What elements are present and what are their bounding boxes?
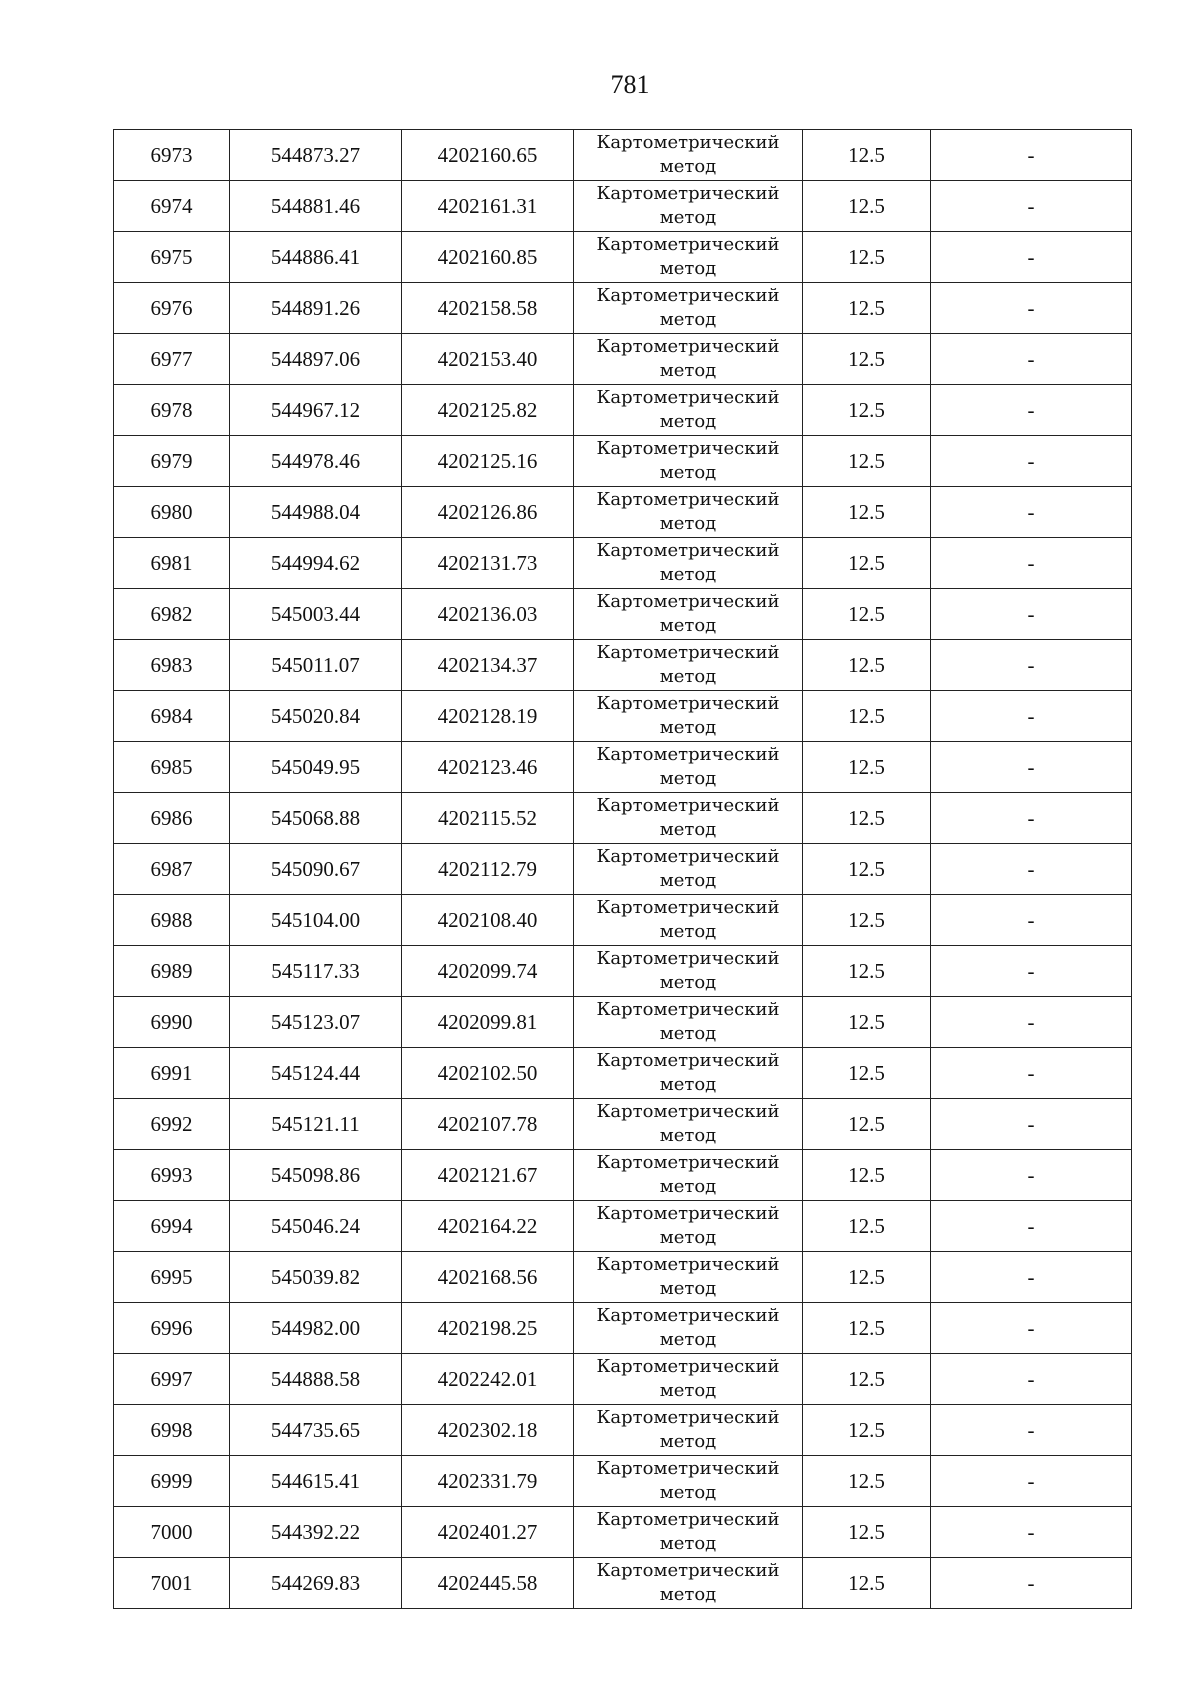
x-coordinate-cell: 545117.33 (230, 946, 402, 997)
table-row (114, 691, 1132, 742)
x-coordinate-cell: 544897.06 (230, 334, 402, 385)
note-cell: - (931, 1201, 1132, 1252)
x-coordinate-cell: 545098.86 (230, 1150, 402, 1201)
note-cell: - (931, 1405, 1132, 1456)
point-number-cell: 6995 (114, 1252, 230, 1303)
method-cell (574, 793, 803, 844)
table-row (114, 334, 1132, 385)
point-number-cell: 6973 (114, 130, 230, 181)
method-line-1: Картометрический (596, 897, 780, 918)
note-cell: - (931, 1252, 1132, 1303)
accuracy-cell: 12.5 (803, 283, 931, 334)
method-cell (574, 1303, 803, 1354)
method-line-2: метод (659, 615, 717, 636)
method-line-1: Картометрический (596, 1509, 780, 1530)
method-cell (574, 1201, 803, 1252)
accuracy-cell: 12.5 (803, 334, 931, 385)
method-line-2: метод (659, 207, 717, 228)
table-row (114, 181, 1132, 232)
method-line-2: метод (659, 1584, 717, 1605)
accuracy-cell: 12.5 (803, 1252, 931, 1303)
y-coordinate-cell: 4202158.58 (402, 283, 574, 334)
x-coordinate-cell: 544735.65 (230, 1405, 402, 1456)
accuracy-cell: 12.5 (803, 742, 931, 793)
table-row (114, 436, 1132, 487)
y-coordinate-cell: 4202168.56 (402, 1252, 574, 1303)
method-line-2: метод (659, 156, 717, 177)
point-number-cell: 6980 (114, 487, 230, 538)
method-line-1: Картометрический (596, 234, 780, 255)
note-cell: - (931, 436, 1132, 487)
table-row (114, 130, 1132, 181)
x-coordinate-cell: 545003.44 (230, 589, 402, 640)
method-line-1: Картометрический (596, 948, 780, 969)
y-coordinate-cell: 4202160.65 (402, 130, 574, 181)
y-coordinate-cell: 4202121.67 (402, 1150, 574, 1201)
method-line-1: Картометрический (596, 1101, 780, 1122)
x-coordinate-cell: 544873.27 (230, 130, 402, 181)
method-cell (574, 1252, 803, 1303)
x-coordinate-cell: 545020.84 (230, 691, 402, 742)
accuracy-cell: 12.5 (803, 691, 931, 742)
table-row (114, 1354, 1132, 1405)
point-number-cell: 6975 (114, 232, 230, 283)
x-coordinate-cell: 544615.41 (230, 1456, 402, 1507)
note-cell: - (931, 181, 1132, 232)
accuracy-cell: 12.5 (803, 436, 931, 487)
point-number-cell: 6977 (114, 334, 230, 385)
method-line-1: Картометрический (596, 846, 780, 867)
accuracy-cell: 12.5 (803, 793, 931, 844)
method-cell (574, 742, 803, 793)
method-cell (574, 436, 803, 487)
method-line-2: метод (659, 1431, 717, 1452)
point-number-cell: 6988 (114, 895, 230, 946)
y-coordinate-cell: 4202153.40 (402, 334, 574, 385)
method-line-1: Картометрический (596, 1560, 780, 1581)
method-line-2: метод (659, 870, 717, 891)
method-line-1: Картометрический (596, 999, 780, 1020)
point-number-cell: 6990 (114, 997, 230, 1048)
method-line-1: Картометрический (596, 693, 780, 714)
note-cell: - (931, 589, 1132, 640)
y-coordinate-cell: 4202302.18 (402, 1405, 574, 1456)
y-coordinate-cell: 4202108.40 (402, 895, 574, 946)
table-row (114, 640, 1132, 691)
method-line-1: Картометрический (596, 1356, 780, 1377)
method-line-2: метод (659, 1176, 717, 1197)
accuracy-cell: 12.5 (803, 130, 931, 181)
x-coordinate-cell: 545068.88 (230, 793, 402, 844)
method-line-1: Картометрический (596, 183, 780, 204)
accuracy-cell: 12.5 (803, 232, 931, 283)
method-line-1: Картометрический (596, 591, 780, 612)
y-coordinate-cell: 4202115.52 (402, 793, 574, 844)
accuracy-cell: 12.5 (803, 589, 931, 640)
note-cell: - (931, 1354, 1132, 1405)
table-row (114, 1303, 1132, 1354)
method-line-1: Картометрический (596, 795, 780, 816)
note-cell: - (931, 538, 1132, 589)
method-cell (574, 589, 803, 640)
method-line-2: метод (659, 768, 717, 789)
method-line-1: Картометрический (596, 1050, 780, 1071)
accuracy-cell: 12.5 (803, 385, 931, 436)
method-line-2: метод (659, 666, 717, 687)
accuracy-cell: 12.5 (803, 1303, 931, 1354)
note-cell: - (931, 895, 1132, 946)
table-row (114, 283, 1132, 334)
x-coordinate-cell: 544978.46 (230, 436, 402, 487)
method-cell (574, 844, 803, 895)
note-cell: - (931, 130, 1132, 181)
method-line-2: метод (659, 462, 717, 483)
point-number-cell: 6998 (114, 1405, 230, 1456)
accuracy-cell: 12.5 (803, 1558, 931, 1609)
point-number-cell: 6981 (114, 538, 230, 589)
x-coordinate-cell: 545123.07 (230, 997, 402, 1048)
method-line-1: Картометрический (596, 1152, 780, 1173)
accuracy-cell: 12.5 (803, 1405, 931, 1456)
method-line-1: Картометрический (596, 132, 780, 153)
method-line-1: Картометрический (596, 642, 780, 663)
method-cell (574, 1456, 803, 1507)
method-cell (574, 1558, 803, 1609)
method-cell (574, 1099, 803, 1150)
y-coordinate-cell: 4202099.74 (402, 946, 574, 997)
method-line-1: Картометрический (596, 387, 780, 408)
point-number-cell: 6992 (114, 1099, 230, 1150)
method-line-2: метод (659, 309, 717, 330)
y-coordinate-cell: 4202112.79 (402, 844, 574, 895)
method-line-2: метод (659, 819, 717, 840)
point-number-cell: 6989 (114, 946, 230, 997)
point-number-cell: 6991 (114, 1048, 230, 1099)
point-number-cell: 6976 (114, 283, 230, 334)
point-number-cell: 6997 (114, 1354, 230, 1405)
y-coordinate-cell: 4202099.81 (402, 997, 574, 1048)
accuracy-cell: 12.5 (803, 1048, 931, 1099)
x-coordinate-cell: 544982.00 (230, 1303, 402, 1354)
table-row (114, 844, 1132, 895)
table-row (114, 385, 1132, 436)
y-coordinate-cell: 4202131.73 (402, 538, 574, 589)
method-cell (574, 1048, 803, 1099)
point-number-cell: 6994 (114, 1201, 230, 1252)
accuracy-cell: 12.5 (803, 1150, 931, 1201)
accuracy-cell: 12.5 (803, 997, 931, 1048)
method-cell (574, 385, 803, 436)
note-cell: - (931, 1558, 1132, 1609)
y-coordinate-cell: 4202125.16 (402, 436, 574, 487)
y-coordinate-cell: 4202164.22 (402, 1201, 574, 1252)
note-cell: - (931, 640, 1132, 691)
method-line-2: метод (659, 564, 717, 585)
y-coordinate-cell: 4202161.31 (402, 181, 574, 232)
method-line-2: метод (659, 1533, 717, 1554)
coordinates-table-body (114, 130, 1132, 1609)
accuracy-cell: 12.5 (803, 1354, 931, 1405)
table-row (114, 1201, 1132, 1252)
note-cell: - (931, 844, 1132, 895)
accuracy-cell: 12.5 (803, 1201, 931, 1252)
x-coordinate-cell: 545104.00 (230, 895, 402, 946)
point-number-cell: 6979 (114, 436, 230, 487)
method-line-2: метод (659, 1227, 717, 1248)
x-coordinate-cell: 544994.62 (230, 538, 402, 589)
y-coordinate-cell: 4202128.19 (402, 691, 574, 742)
x-coordinate-cell: 544988.04 (230, 487, 402, 538)
x-coordinate-cell: 544269.83 (230, 1558, 402, 1609)
accuracy-cell: 12.5 (803, 1507, 931, 1558)
accuracy-cell: 12.5 (803, 895, 931, 946)
x-coordinate-cell: 544886.41 (230, 232, 402, 283)
point-number-cell: 6996 (114, 1303, 230, 1354)
y-coordinate-cell: 4202445.58 (402, 1558, 574, 1609)
method-line-2: метод (659, 411, 717, 432)
table-row (114, 232, 1132, 283)
x-coordinate-cell: 544881.46 (230, 181, 402, 232)
note-cell: - (931, 691, 1132, 742)
x-coordinate-cell: 544392.22 (230, 1507, 402, 1558)
method-cell (574, 130, 803, 181)
accuracy-cell: 12.5 (803, 1099, 931, 1150)
table-row (114, 793, 1132, 844)
method-line-2: метод (659, 1125, 717, 1146)
method-cell (574, 997, 803, 1048)
point-number-cell: 6993 (114, 1150, 230, 1201)
method-line-2: метод (659, 921, 717, 942)
method-cell (574, 640, 803, 691)
y-coordinate-cell: 4202134.37 (402, 640, 574, 691)
table-row (114, 1558, 1132, 1609)
note-cell: - (931, 1507, 1132, 1558)
note-cell: - (931, 283, 1132, 334)
note-cell: - (931, 1048, 1132, 1099)
note-cell: - (931, 1150, 1132, 1201)
method-line-1: Картометрический (596, 285, 780, 306)
method-line-1: Картометрический (596, 1458, 780, 1479)
page-number: 781 (610, 70, 650, 99)
table-row (114, 895, 1132, 946)
x-coordinate-cell: 545039.82 (230, 1252, 402, 1303)
method-cell (574, 691, 803, 742)
point-number-cell: 6978 (114, 385, 230, 436)
table-row (114, 742, 1132, 793)
point-number-cell: 6984 (114, 691, 230, 742)
x-coordinate-cell: 544967.12 (230, 385, 402, 436)
table-row (114, 1150, 1132, 1201)
accuracy-cell: 12.5 (803, 640, 931, 691)
method-cell (574, 232, 803, 283)
method-line-1: Картометрический (596, 1305, 780, 1326)
method-line-1: Картометрический (596, 1203, 780, 1224)
method-line-2: метод (659, 1380, 717, 1401)
table-row (114, 1048, 1132, 1099)
x-coordinate-cell: 545046.24 (230, 1201, 402, 1252)
method-line-1: Картометрический (596, 540, 780, 561)
x-coordinate-cell: 544891.26 (230, 283, 402, 334)
y-coordinate-cell: 4202102.50 (402, 1048, 574, 1099)
accuracy-cell: 12.5 (803, 538, 931, 589)
method-line-2: метод (659, 513, 717, 534)
point-number-cell: 6974 (114, 181, 230, 232)
method-line-2: метод (659, 1482, 717, 1503)
note-cell: - (931, 1099, 1132, 1150)
point-number-cell: 6999 (114, 1456, 230, 1507)
note-cell: - (931, 1456, 1132, 1507)
point-number-cell: 6987 (114, 844, 230, 895)
y-coordinate-cell: 4202136.03 (402, 589, 574, 640)
y-coordinate-cell: 4202107.78 (402, 1099, 574, 1150)
method-line-2: метод (659, 258, 717, 279)
table-row (114, 997, 1132, 1048)
note-cell: - (931, 1303, 1132, 1354)
method-cell (574, 181, 803, 232)
x-coordinate-cell: 545011.07 (230, 640, 402, 691)
method-line-1: Картометрический (596, 1254, 780, 1275)
table-row (114, 1099, 1132, 1150)
table-row (114, 1252, 1132, 1303)
y-coordinate-cell: 4202242.01 (402, 1354, 574, 1405)
y-coordinate-cell: 4202401.27 (402, 1507, 574, 1558)
note-cell: - (931, 232, 1132, 283)
note-cell: - (931, 742, 1132, 793)
table-row (114, 1405, 1132, 1456)
x-coordinate-cell: 545090.67 (230, 844, 402, 895)
y-coordinate-cell: 4202123.46 (402, 742, 574, 793)
point-number-cell: 6986 (114, 793, 230, 844)
method-cell (574, 334, 803, 385)
point-number-cell: 6983 (114, 640, 230, 691)
table-row (114, 487, 1132, 538)
method-line-2: метод (659, 1023, 717, 1044)
method-cell (574, 283, 803, 334)
method-cell (574, 1507, 803, 1558)
method-line-2: метод (659, 1074, 717, 1095)
accuracy-cell: 12.5 (803, 1456, 931, 1507)
y-coordinate-cell: 4202126.86 (402, 487, 574, 538)
method-cell (574, 895, 803, 946)
y-coordinate-cell: 4202331.79 (402, 1456, 574, 1507)
note-cell: - (931, 997, 1132, 1048)
table-row (114, 589, 1132, 640)
accuracy-cell: 12.5 (803, 844, 931, 895)
note-cell: - (931, 946, 1132, 997)
method-cell (574, 946, 803, 997)
accuracy-cell: 12.5 (803, 946, 931, 997)
point-number-cell: 6982 (114, 589, 230, 640)
method-line-2: метод (659, 360, 717, 381)
x-coordinate-cell: 545049.95 (230, 742, 402, 793)
note-cell: - (931, 793, 1132, 844)
method-line-2: метод (659, 972, 717, 993)
point-number-cell: 7001 (114, 1558, 230, 1609)
method-line-1: Картометрический (596, 489, 780, 510)
coordinates-table (113, 129, 1132, 1609)
method-cell (574, 538, 803, 589)
note-cell: - (931, 487, 1132, 538)
method-line-1: Картометрический (596, 1407, 780, 1428)
method-line-2: метод (659, 1278, 717, 1299)
method-line-1: Картометрический (596, 336, 780, 357)
method-line-2: метод (659, 1329, 717, 1350)
table-row (114, 538, 1132, 589)
method-line-1: Картометрический (596, 744, 780, 765)
point-number-cell: 7000 (114, 1507, 230, 1558)
accuracy-cell: 12.5 (803, 487, 931, 538)
method-line-2: метод (659, 717, 717, 738)
y-coordinate-cell: 4202198.25 (402, 1303, 574, 1354)
y-coordinate-cell: 4202125.82 (402, 385, 574, 436)
table-row (114, 1456, 1132, 1507)
method-cell (574, 1405, 803, 1456)
table-row (114, 1507, 1132, 1558)
x-coordinate-cell: 545121.11 (230, 1099, 402, 1150)
method-line-1: Картометрический (596, 438, 780, 459)
x-coordinate-cell: 544888.58 (230, 1354, 402, 1405)
point-number-cell: 6985 (114, 742, 230, 793)
accuracy-cell: 12.5 (803, 181, 931, 232)
y-coordinate-cell: 4202160.85 (402, 232, 574, 283)
method-cell (574, 1354, 803, 1405)
x-coordinate-cell: 545124.44 (230, 1048, 402, 1099)
table-row (114, 946, 1132, 997)
method-cell (574, 1150, 803, 1201)
note-cell: - (931, 334, 1132, 385)
method-cell (574, 487, 803, 538)
note-cell: - (931, 385, 1132, 436)
